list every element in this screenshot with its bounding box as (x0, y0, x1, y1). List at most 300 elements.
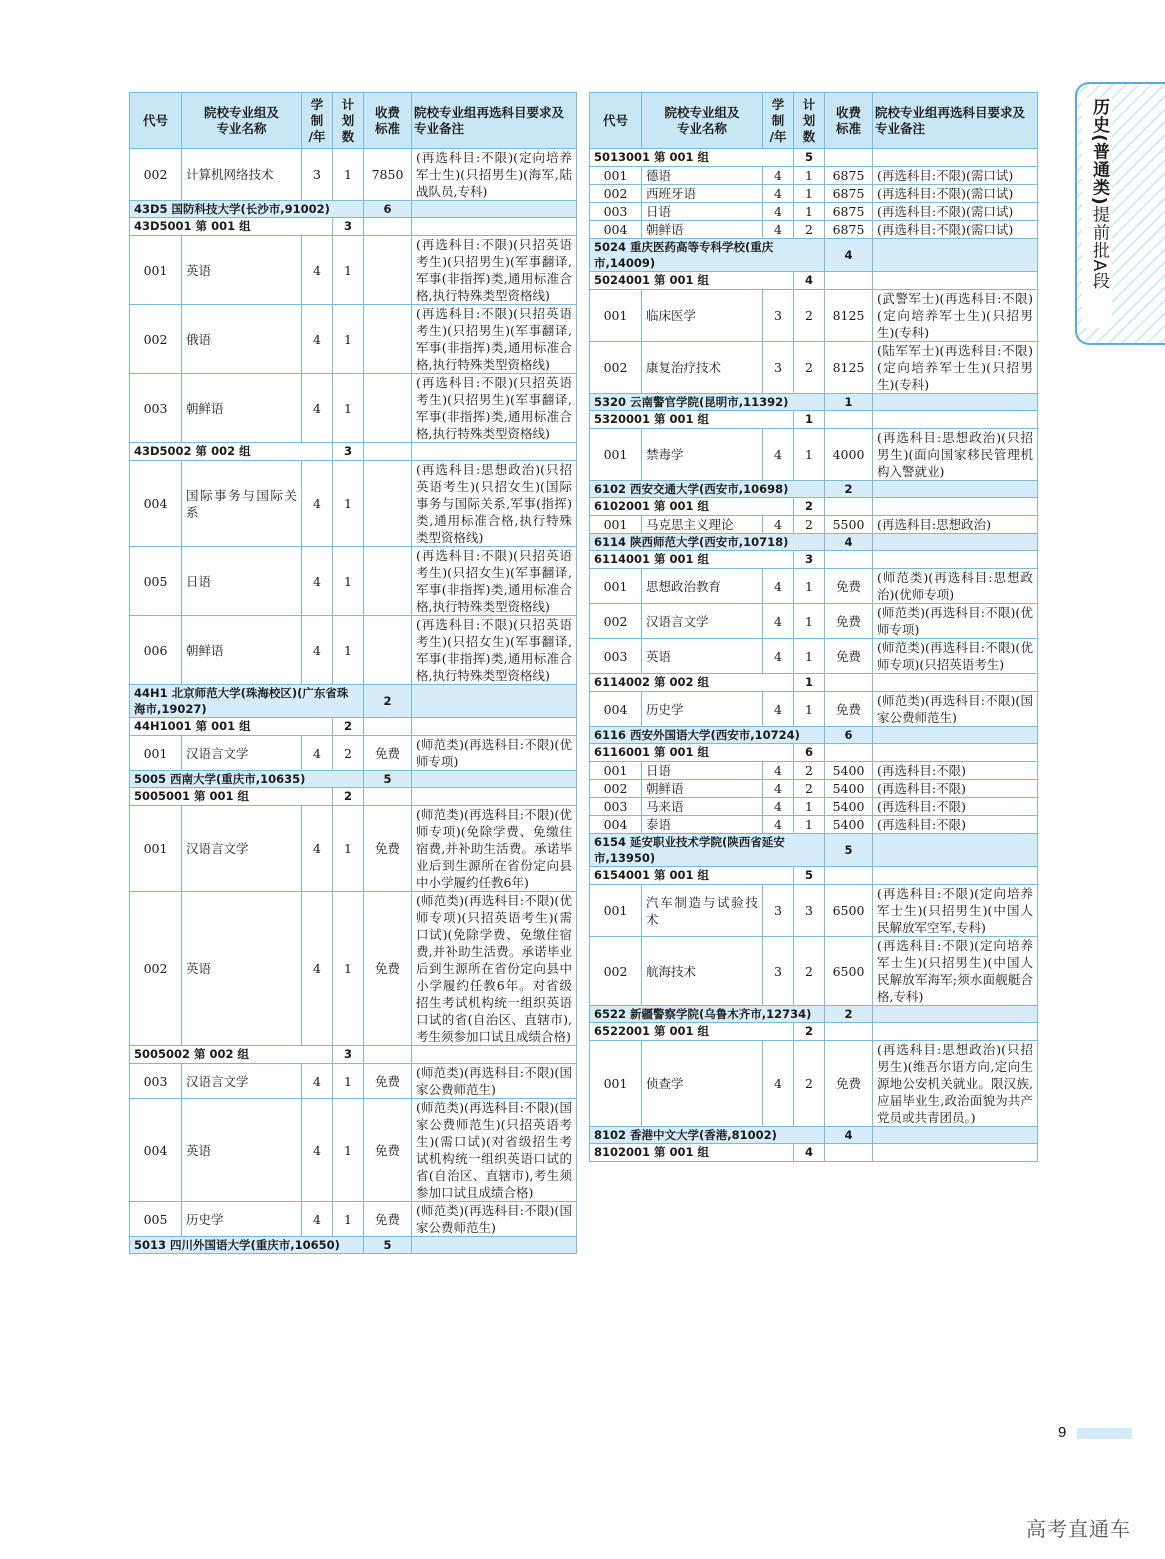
school-label: 6154 延安职业技术学院(陕西省延安市,13950) (590, 834, 825, 867)
major-row (590, 185, 1038, 203)
major-notes: (师范类)(再选科目:不限)(优师专项)(只招英语考生) (873, 639, 1038, 674)
major-fee: 6875 (825, 167, 873, 185)
major-code: 002 (590, 937, 642, 1006)
group-fee-empty (364, 788, 412, 806)
major-fee: 6875 (825, 203, 873, 221)
major-plan: 1 (333, 547, 364, 616)
school-plan: 5 (364, 771, 412, 788)
school-row (590, 239, 1038, 272)
major-plan: 2 (794, 290, 825, 342)
major-fee (364, 236, 412, 305)
group-fee-empty (825, 411, 873, 429)
major-years: 3 (763, 937, 794, 1006)
major-plan: 1 (333, 1064, 364, 1099)
group-plan: 1 (794, 411, 825, 429)
major-fee: 6500 (825, 937, 873, 1006)
major-notes: (再选科目:不限)(需口试) (873, 221, 1038, 239)
school-row (590, 534, 1038, 551)
major-fee: 免费 (825, 1041, 873, 1127)
major-plan: 1 (794, 816, 825, 834)
group-notes-empty (412, 718, 577, 736)
major-fee: 免费 (364, 892, 412, 1046)
major-years: 4 (302, 1064, 333, 1099)
major-code: 001 (590, 569, 642, 604)
major-plan: 2 (794, 221, 825, 239)
header-notes: 院校专业组再选科目要求及 专业备注 (873, 93, 1038, 149)
admission-table-left (129, 92, 577, 1254)
group-plan: 2 (794, 498, 825, 516)
major-code: 004 (590, 816, 642, 834)
school-row (590, 1006, 1038, 1023)
major-name: 朝鲜语 (182, 616, 302, 685)
page-number: 9 (1058, 1424, 1067, 1441)
header-plan: 计 划 数 (333, 93, 364, 149)
group-row (590, 551, 1038, 569)
major-notes: (再选科目:不限)(定向培养军士生)(只招男生)(中国人民解放军海军;须水面舰艇合格,专科) (873, 937, 1038, 1006)
major-row (130, 1202, 577, 1237)
major-code: 005 (130, 547, 182, 616)
major-years: 4 (763, 516, 794, 534)
major-row (590, 798, 1038, 816)
major-code: 001 (590, 762, 642, 780)
group-label: 5320001 第 001 组 (590, 411, 794, 429)
group-fee-empty (825, 272, 873, 290)
school-row (590, 834, 1038, 867)
major-row (590, 221, 1038, 239)
major-fee (364, 305, 412, 374)
school-row (130, 685, 577, 718)
major-notes: (再选科目:不限)(只招英语考生)(只招男生)(军事翻译,军事(非指挥)类,通用标准合格,执行特殊类型资格线) (412, 305, 577, 374)
major-years: 4 (302, 305, 333, 374)
major-code: 002 (130, 892, 182, 1046)
major-fee: 4000 (825, 429, 873, 481)
major-plan: 1 (333, 616, 364, 685)
school-fee-empty (873, 834, 1038, 867)
major-name: 英语 (182, 236, 302, 305)
major-notes: (师范类)(再选科目:不限)(优师专项) (873, 604, 1038, 639)
major-plan: 1 (794, 569, 825, 604)
group-plan: 1 (794, 674, 825, 692)
major-years: 4 (763, 185, 794, 203)
major-row (130, 736, 577, 771)
major-plan: 1 (333, 1099, 364, 1202)
major-code: 001 (130, 236, 182, 305)
major-code: 006 (130, 616, 182, 685)
major-code: 004 (130, 1099, 182, 1202)
group-plan: 3 (333, 443, 364, 461)
major-name: 汉语言文学 (182, 736, 302, 771)
major-name: 朝鲜语 (182, 374, 302, 443)
major-notes: (再选科目:不限) (873, 816, 1038, 834)
group-notes-empty (873, 674, 1038, 692)
group-row (590, 1144, 1038, 1162)
group-notes-empty (873, 1023, 1038, 1041)
major-row (130, 149, 577, 201)
school-row (130, 1237, 577, 1254)
school-fee-empty (412, 201, 577, 218)
school-fee-empty (873, 1127, 1038, 1144)
major-plan: 1 (794, 167, 825, 185)
school-row (130, 201, 577, 218)
major-name: 朝鲜语 (642, 221, 763, 239)
group-label: 5005002 第 002 组 (130, 1046, 333, 1064)
major-plan: 2 (794, 937, 825, 1006)
group-label: 5013001 第 001 组 (590, 149, 794, 167)
major-name: 计算机网络技术 (182, 149, 302, 201)
major-row (130, 305, 577, 374)
major-plan: 1 (333, 806, 364, 892)
major-fee: 6875 (825, 221, 873, 239)
major-fee: 免费 (825, 639, 873, 674)
table-header-row (590, 93, 1038, 149)
major-code: 004 (590, 221, 642, 239)
major-row (590, 203, 1038, 221)
school-label: 6116 西安外国语大学(西安市,10724) (590, 727, 825, 744)
major-name: 朝鲜语 (642, 780, 763, 798)
group-row (130, 218, 577, 236)
group-plan: 2 (333, 718, 364, 736)
school-fee-empty (873, 481, 1038, 498)
major-years: 4 (302, 892, 333, 1046)
school-plan: 2 (825, 1006, 873, 1023)
major-name: 汽车制造与试验技术 (642, 885, 763, 937)
major-fee: 免费 (364, 1202, 412, 1237)
major-fee: 免费 (364, 736, 412, 771)
major-notes: (陆军军士)(再选科目:不限)(定向培养军士生)(只招男生)(专科) (873, 342, 1038, 394)
group-notes-empty (873, 149, 1038, 167)
group-label: 8102001 第 001 组 (590, 1144, 794, 1162)
group-label: 44H1001 第 001 组 (130, 718, 333, 736)
school-plan: 5 (364, 1237, 412, 1254)
major-plan: 1 (333, 236, 364, 305)
major-code: 001 (590, 516, 642, 534)
major-fee: 免费 (825, 569, 873, 604)
major-row (130, 806, 577, 892)
major-name: 汉语言文学 (182, 1064, 302, 1099)
major-notes: (再选科目:不限)(需口试) (873, 203, 1038, 221)
major-name: 康复治疗技术 (642, 342, 763, 394)
group-plan: 3 (794, 551, 825, 569)
major-years: 4 (763, 1041, 794, 1127)
group-row (590, 867, 1038, 885)
major-row (590, 639, 1038, 674)
major-code: 004 (130, 461, 182, 547)
school-fee-empty (412, 771, 577, 788)
major-name: 西班牙语 (642, 185, 763, 203)
group-label: 43D5002 第 002 组 (130, 443, 333, 461)
major-fee: 8125 (825, 342, 873, 394)
major-notes: (再选科目:不限)(需口试) (873, 167, 1038, 185)
major-fee: 5400 (825, 762, 873, 780)
major-years: 4 (763, 569, 794, 604)
school-row (590, 1127, 1038, 1144)
group-label: 5005001 第 001 组 (130, 788, 333, 806)
major-row (130, 236, 577, 305)
group-label: 43D5001 第 001 组 (130, 218, 333, 236)
major-plan: 1 (794, 203, 825, 221)
school-row (130, 771, 577, 788)
major-row (590, 342, 1038, 394)
major-fee: 6500 (825, 885, 873, 937)
major-name: 航海技术 (642, 937, 763, 1006)
table-body-left (130, 149, 577, 1254)
major-row (130, 616, 577, 685)
major-name: 日语 (642, 762, 763, 780)
major-years: 4 (302, 374, 333, 443)
major-plan: 1 (794, 692, 825, 727)
major-notes: (师范类)(再选科目:不限)(优师专项) (412, 736, 577, 771)
school-row (590, 394, 1038, 411)
group-row (590, 674, 1038, 692)
group-fee-empty (825, 149, 873, 167)
major-plan: 1 (794, 639, 825, 674)
major-notes: (再选科目:思想政治)(只招男生)(面向国家移民管理机构入警就业) (873, 429, 1038, 481)
major-plan: 1 (794, 798, 825, 816)
major-code: 003 (130, 1064, 182, 1099)
major-fee (364, 616, 412, 685)
school-plan: 1 (825, 394, 873, 411)
major-code: 003 (590, 639, 642, 674)
group-row (130, 718, 577, 736)
school-label: 44H1 北京师范大学(珠海校区)(广东省珠海市,19027) (130, 685, 364, 718)
major-row (590, 569, 1038, 604)
group-row (590, 1023, 1038, 1041)
school-plan: 2 (364, 685, 412, 718)
major-notes: (再选科目:不限) (873, 798, 1038, 816)
major-plan: 2 (794, 1041, 825, 1127)
group-fee-empty (825, 744, 873, 762)
major-name: 英语 (642, 639, 763, 674)
major-years: 4 (763, 762, 794, 780)
group-label: 6522001 第 001 组 (590, 1023, 794, 1041)
major-notes: (武警军士)(再选科目:不限)(定向培养军士生)(只招男生)(专科) (873, 290, 1038, 342)
major-fee: 8125 (825, 290, 873, 342)
group-fee-empty (825, 1023, 873, 1041)
school-plan: 4 (825, 239, 873, 272)
major-code: 001 (590, 885, 642, 937)
group-plan: 6 (794, 744, 825, 762)
table-body-right (590, 149, 1038, 1162)
major-fee: 免费 (364, 806, 412, 892)
major-code: 001 (590, 429, 642, 481)
major-years: 4 (763, 798, 794, 816)
group-fee-empty (825, 498, 873, 516)
major-name: 日语 (182, 547, 302, 616)
major-code: 005 (130, 1202, 182, 1237)
group-notes-empty (873, 867, 1038, 885)
major-notes: (师范类)(再选科目:不限)(国家公费师范生) (412, 1202, 577, 1237)
major-years: 4 (302, 236, 333, 305)
group-row (130, 788, 577, 806)
major-plan: 1 (333, 892, 364, 1046)
group-fee-empty (364, 443, 412, 461)
major-code: 001 (590, 167, 642, 185)
major-plan: 1 (333, 374, 364, 443)
school-fee-empty (873, 727, 1038, 744)
school-fee-empty (412, 1237, 577, 1254)
major-row (590, 290, 1038, 342)
major-code: 003 (590, 798, 642, 816)
major-code: 002 (590, 185, 642, 203)
major-name: 汉语言文学 (182, 806, 302, 892)
major-notes: (再选科目:不限)(需口试) (873, 185, 1038, 203)
group-fee-empty (364, 218, 412, 236)
school-plan: 6 (825, 727, 873, 744)
major-fee: 5400 (825, 798, 873, 816)
school-plan: 6 (364, 201, 412, 218)
major-fee: 免费 (825, 604, 873, 639)
major-notes: (再选科目:思想政治) (873, 516, 1038, 534)
major-notes: (再选科目:不限)(定向培养军士生)(只招男生)(海军,陆战队员,专科) (412, 149, 577, 201)
group-notes-empty (873, 551, 1038, 569)
group-notes-empty (873, 411, 1038, 429)
major-row (130, 374, 577, 443)
group-row (590, 149, 1038, 167)
major-row (590, 604, 1038, 639)
major-fee (364, 461, 412, 547)
major-years: 4 (763, 167, 794, 185)
group-label: 6154001 第 001 组 (590, 867, 794, 885)
group-plan: 5 (794, 149, 825, 167)
group-plan: 2 (794, 1023, 825, 1041)
group-notes-empty (412, 1046, 577, 1064)
group-row (130, 443, 577, 461)
major-plan: 1 (794, 604, 825, 639)
header-notes: 院校专业组再选科目要求及 专业备注 (412, 93, 577, 149)
school-label: 43D5 国防科技大学(长沙市,91002) (130, 201, 364, 218)
major-notes: (再选科目:思想政治)(只招英语考生)(只招女生)(国际事务与国际关系,军事(指挥)类,通用标准合格,执行特殊类型资格线) (412, 461, 577, 547)
major-plan: 2 (794, 342, 825, 394)
school-fee-empty (873, 394, 1038, 411)
major-row (590, 937, 1038, 1006)
school-label: 5013 四川外国语大学(重庆市,10650) (130, 1237, 364, 1254)
major-notes: (再选科目:不限) (873, 780, 1038, 798)
group-fee-empty (364, 1046, 412, 1064)
major-fee: 6875 (825, 185, 873, 203)
major-years: 4 (302, 616, 333, 685)
major-row (590, 762, 1038, 780)
major-years: 4 (763, 604, 794, 639)
major-code: 001 (130, 736, 182, 771)
group-row (590, 411, 1038, 429)
school-row (590, 481, 1038, 498)
group-label: 6102001 第 001 组 (590, 498, 794, 516)
major-name: 历史学 (182, 1202, 302, 1237)
major-fee: 免费 (364, 1099, 412, 1202)
major-plan: 1 (794, 429, 825, 481)
major-plan: 1 (333, 461, 364, 547)
major-notes: (师范类)(再选科目:不限)(优师专项)(免除学费、免缴住宿费,并补助生活费。承诺毕业后到生源所在省份定向县中小学履约任教6年) (412, 806, 577, 892)
major-plan: 2 (794, 762, 825, 780)
major-code: 002 (590, 780, 642, 798)
header-code: 代号 (130, 93, 182, 149)
header-fee: 收费 标准 (364, 93, 412, 149)
group-notes-empty (873, 272, 1038, 290)
major-years: 4 (763, 816, 794, 834)
major-fee: 免费 (364, 1064, 412, 1099)
school-label: 5024 重庆医药高等专科学校(重庆市,14009) (590, 239, 825, 272)
major-row (130, 1064, 577, 1099)
group-plan: 3 (333, 218, 364, 236)
school-label: 6114 陕西师范大学(西安市,10718) (590, 534, 825, 551)
header-code: 代号 (590, 93, 642, 149)
group-notes-empty (412, 443, 577, 461)
major-name: 禁毒学 (642, 429, 763, 481)
major-code: 002 (590, 604, 642, 639)
major-fee: 5500 (825, 516, 873, 534)
school-fee-empty (873, 534, 1038, 551)
major-years: 3 (763, 290, 794, 342)
table-header-row (130, 93, 577, 149)
major-row (590, 692, 1038, 727)
group-notes-empty (873, 498, 1038, 516)
header-years: 学 制 /年 (763, 93, 794, 149)
header-years: 学 制 /年 (302, 93, 333, 149)
school-label: 5320 云南警官学院(昆明市,11392) (590, 394, 825, 411)
major-fee: 免费 (825, 692, 873, 727)
school-plan: 4 (825, 534, 873, 551)
header-name: 院校专业组及 专业名称 (642, 93, 763, 149)
major-notes: (再选科目:不限)(定向培养军士生)(只招男生)(中国人民解放军空军,专科) (873, 885, 1038, 937)
major-fee: 5400 (825, 816, 873, 834)
group-fee-empty (825, 551, 873, 569)
major-name: 马来语 (642, 798, 763, 816)
major-notes: (师范类)(再选科目:思想政治)(优师专项) (873, 569, 1038, 604)
group-fee-empty (364, 718, 412, 736)
group-plan: 3 (333, 1046, 364, 1064)
school-label: 6522 新疆警察学院(乌鲁木齐市,12734) (590, 1006, 825, 1023)
major-name: 历史学 (642, 692, 763, 727)
group-notes-empty (873, 1144, 1038, 1162)
major-row (590, 885, 1038, 937)
major-code: 001 (130, 806, 182, 892)
major-years: 3 (763, 342, 794, 394)
school-label: 6102 西安交通大学(西安市,10698) (590, 481, 825, 498)
major-years: 4 (763, 692, 794, 727)
group-label: 6116001 第 001 组 (590, 744, 794, 762)
school-fee-empty (873, 239, 1038, 272)
major-years: 4 (763, 203, 794, 221)
major-name: 国际事务与国际关系 (182, 461, 302, 547)
major-notes: (再选科目:思想政治)(只招男生)(维吾尔语方向,定向生源地公安机关就业。限汉族,应届毕业生,政治面貌为共产党员或共青团员。) (873, 1041, 1038, 1127)
major-years: 4 (763, 780, 794, 798)
major-years: 3 (302, 149, 333, 201)
major-years: 4 (302, 736, 333, 771)
admission-table-right (589, 92, 1038, 1162)
section-side-label: 历史(普通类)提前批A段 (1082, 98, 1112, 328)
major-row (590, 816, 1038, 834)
major-years: 3 (763, 885, 794, 937)
major-notes: (师范类)(再选科目:不限)(优师专项)(只招英语考生)(需口试)(免除学费、免缴住宿费,并补助生活费。承诺毕业后到生源所在省份定向县中小学履约任教6年。对省级招生考试机构统一组织英语口试的省(自治区、直辖市),考生须参加口试且成绩合格) (412, 892, 577, 1046)
header-name: 院校专业组及 专业名称 (182, 93, 302, 149)
major-code: 003 (590, 203, 642, 221)
major-years: 4 (302, 547, 333, 616)
school-fee-empty (873, 1006, 1038, 1023)
major-name: 俄语 (182, 305, 302, 374)
page-number-bar (1077, 1428, 1132, 1439)
group-fee-empty (825, 674, 873, 692)
major-notes: (师范类)(再选科目:不限)(国家公费师范生) (873, 692, 1038, 727)
watermark-text: 高考直通车 (1026, 1517, 1131, 1541)
major-plan: 2 (794, 780, 825, 798)
major-notes: (再选科目:不限)(只招英语考生)(只招女生)(军事翻译,军事(非指挥)类,通用标准合格,执行特殊类型资格线) (412, 547, 577, 616)
major-plan: 1 (333, 305, 364, 374)
header-plan: 计 划 数 (794, 93, 825, 149)
major-row (130, 461, 577, 547)
major-name: 马克思主义理论 (642, 516, 763, 534)
major-name: 侦查学 (642, 1041, 763, 1127)
group-row (590, 272, 1038, 290)
